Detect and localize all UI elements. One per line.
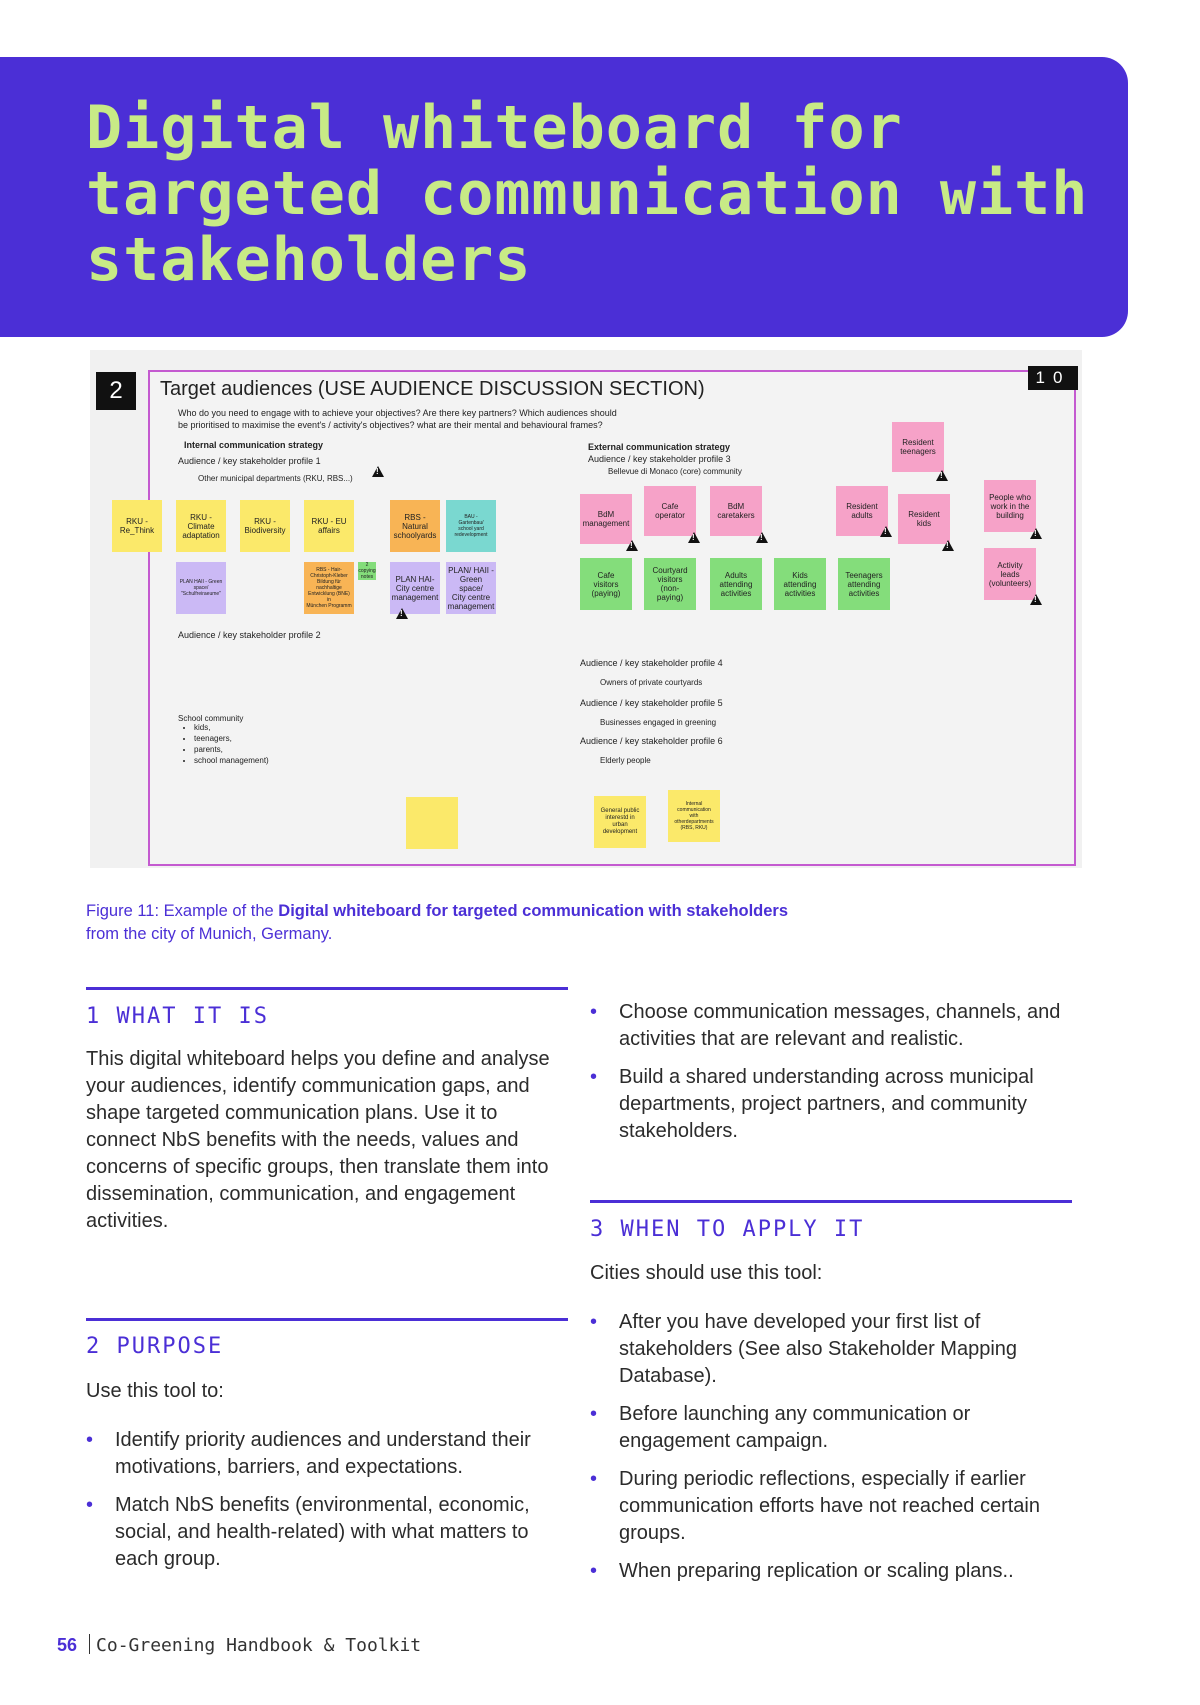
section-1-body: This digital whiteboard helps you define and analyse your audiences, identify communication gaps, and shape targeted communication plans. Use it to connect NbS benefits with the needs, values and concerns of specific groups, then translate them into dissemination, communication, and engagement activities. — [86, 1048, 550, 1232]
warning-icon — [372, 466, 384, 477]
internal-profile-1: Audience / key stakeholder profile 1 — [178, 456, 321, 466]
sticky-note: Teenagers attending activities — [838, 558, 890, 610]
school-community-list — [178, 722, 269, 766]
section-divider — [86, 987, 568, 990]
section-divider — [590, 1200, 1072, 1203]
sticky-note: PLAN HAI- City centre management — [390, 562, 440, 614]
page-number: 56 — [57, 1635, 78, 1655]
school-item: • school management) — [194, 755, 269, 766]
list-item: • Choose communication messages, channels, and activities that are relevant and realistic. — [590, 999, 1086, 1053]
school-community-heading: School community — [178, 714, 244, 723]
internal-heading: Internal communication strategy — [184, 440, 324, 450]
sticky-note: Activity leads (volunteers) — [984, 548, 1036, 600]
warning-icon — [942, 540, 954, 551]
whiteboard-question-1: Who do you need to engage with to achieve your objectives? Are there key partners? Which audiences should — [178, 408, 617, 418]
list-item: • Match NbS benefits (environmental, economic, social, and health-related) with what matters to each group. — [86, 1492, 576, 1573]
sticky-note: RKU - Biodiversity — [240, 500, 290, 552]
warning-icon — [936, 470, 948, 481]
sticky-note: RBS - Natural schoolyards — [390, 500, 440, 552]
section-2-list-continued — [590, 999, 1086, 1156]
sticky-note: People who work in the building — [984, 480, 1036, 532]
sticky-note: Cafe visitors (paying) — [580, 558, 632, 610]
list-item: • Before launching any communication or engagement campaign. — [590, 1401, 1086, 1455]
footer-title: Co-Greening Handbook & Toolkit — [96, 1635, 422, 1656]
header-banner — [0, 57, 1128, 337]
warning-icon — [688, 532, 700, 543]
school-item: • kids, — [194, 722, 269, 733]
sticky-note: Resident kids — [898, 494, 950, 544]
section-2-intro: Use this tool to: — [86, 1380, 224, 1402]
list-item: • Identify priority audiences and understand their motivations, barriers, and expectations. — [86, 1427, 576, 1481]
sticky-note: BdM management — [580, 494, 632, 544]
section-divider — [86, 1318, 568, 1321]
sticky-note: Internal communication with otherdepartments (RBS, RKU) — [668, 790, 720, 842]
caption-bold: Digital whiteboard for targeted communication with stakeholders — [278, 902, 789, 920]
caption-suffix: from the city of Munich, Germany. — [86, 925, 333, 943]
external-profile-3: Audience / key stakeholder profile 3 — [588, 454, 731, 464]
page-footer — [57, 1634, 421, 1656]
whiteboard-figure — [90, 350, 1082, 868]
school-item: • parents, — [194, 744, 269, 755]
caption-prefix: Figure 11: Example of the — [86, 902, 279, 920]
sticky-note: RKU - EU affairs — [304, 500, 354, 552]
section-3-heading: 3 WHEN TO APPLY IT — [590, 1217, 865, 1242]
internal-profile-1-sub: Other municipal departments (RKU, RBS...) — [198, 474, 353, 483]
sticky-note: BAU - Gartenbau/ school yard redevelopment — [446, 500, 496, 552]
sticky-note: PLAN/ HAII - Green space/ City centre management — [446, 562, 496, 614]
warning-icon — [1030, 594, 1042, 605]
external-profile-4-sub: Owners of private courtyards — [600, 678, 703, 687]
sticky-note: General public interestd in urban development — [594, 796, 646, 848]
sticky-note: Adults attending activities — [710, 558, 762, 610]
section-1-heading: 1 WHAT IT IS — [86, 1004, 269, 1029]
external-profile-5: Audience / key stakeholder profile 5 — [580, 698, 723, 708]
sticky-note: Resident teenagers — [892, 422, 944, 472]
warning-icon — [756, 532, 768, 543]
sticky-note-empty — [406, 797, 458, 849]
external-profile-3-sub: Bellevue di Monaco (core) community — [608, 467, 742, 476]
school-item: • teenagers, — [194, 733, 269, 744]
sticky-note: PLAN HAII - Green space/ "Schulfreiraeume" — [176, 562, 226, 614]
page-title: Digital whiteboard for targeted communication with stakeholders — [86, 93, 1089, 295]
section-2-heading: 2 PURPOSE — [86, 1334, 224, 1359]
list-item: • After you have developed your first list of stakeholders (See also Stakeholder Mapping Database). — [590, 1309, 1086, 1390]
internal-profile-2: Audience / key stakeholder profile 2 — [178, 630, 321, 640]
section-3-intro: Cities should use this tool: — [590, 1262, 823, 1284]
whiteboard-section-number: 2 — [96, 372, 136, 410]
list-item: • During periodic reflections, especially if earlier communication efforts have not reached certain groups. — [590, 1466, 1086, 1547]
sticky-note: BdM caretakers — [710, 486, 762, 536]
external-heading: External communication strategy — [588, 442, 731, 452]
list-item: • When preparing replication or scaling plans.. — [590, 1558, 1086, 1585]
whiteboard-title: Target audiences (USE AUDIENCE DISCUSSION SECTION) — [160, 378, 705, 400]
external-profile-6-sub: Elderly people — [600, 756, 651, 765]
warning-icon — [1030, 528, 1042, 539]
sticky-note: Courtyard visitors (non- paying) — [644, 558, 696, 610]
sticky-note: RKU - Climate adaptation — [176, 500, 226, 552]
list-item: • Build a shared understanding across municipal departments, project partners, and community stakeholders. — [590, 1064, 1086, 1145]
figure-caption — [86, 900, 986, 946]
external-profile-4: Audience / key stakeholder profile 4 — [580, 658, 723, 668]
sticky-note: Cafe operator — [644, 486, 696, 536]
whiteboard-question-2: be prioritised to maximise the event's / activity's objectives? what are their mental and behavioural frames? — [178, 420, 603, 430]
whiteboard-corner-number: 10 — [1028, 366, 1078, 390]
sticky-note: Resident adults — [836, 486, 888, 536]
sticky-note: RBS - Hair- Christoph-Kleber Bildung für nachhaltige Entwicklung (BNE) in München Programm — [304, 562, 354, 614]
warning-icon — [396, 608, 408, 619]
warning-icon — [880, 526, 892, 537]
warning-icon — [626, 540, 638, 551]
sticky-note: Kids attending activities — [774, 558, 826, 610]
external-profile-6: Audience / key stakeholder profile 6 — [580, 736, 723, 746]
sticky-note: RKU - Re_Think — [112, 500, 162, 552]
section-3-list — [590, 1309, 1086, 1596]
footer-divider — [89, 1634, 90, 1654]
sticky-note: 2 copying notes — [358, 562, 376, 580]
external-profile-5-sub: Businesses engaged in greening — [600, 718, 717, 727]
section-2-list — [86, 1427, 576, 1584]
